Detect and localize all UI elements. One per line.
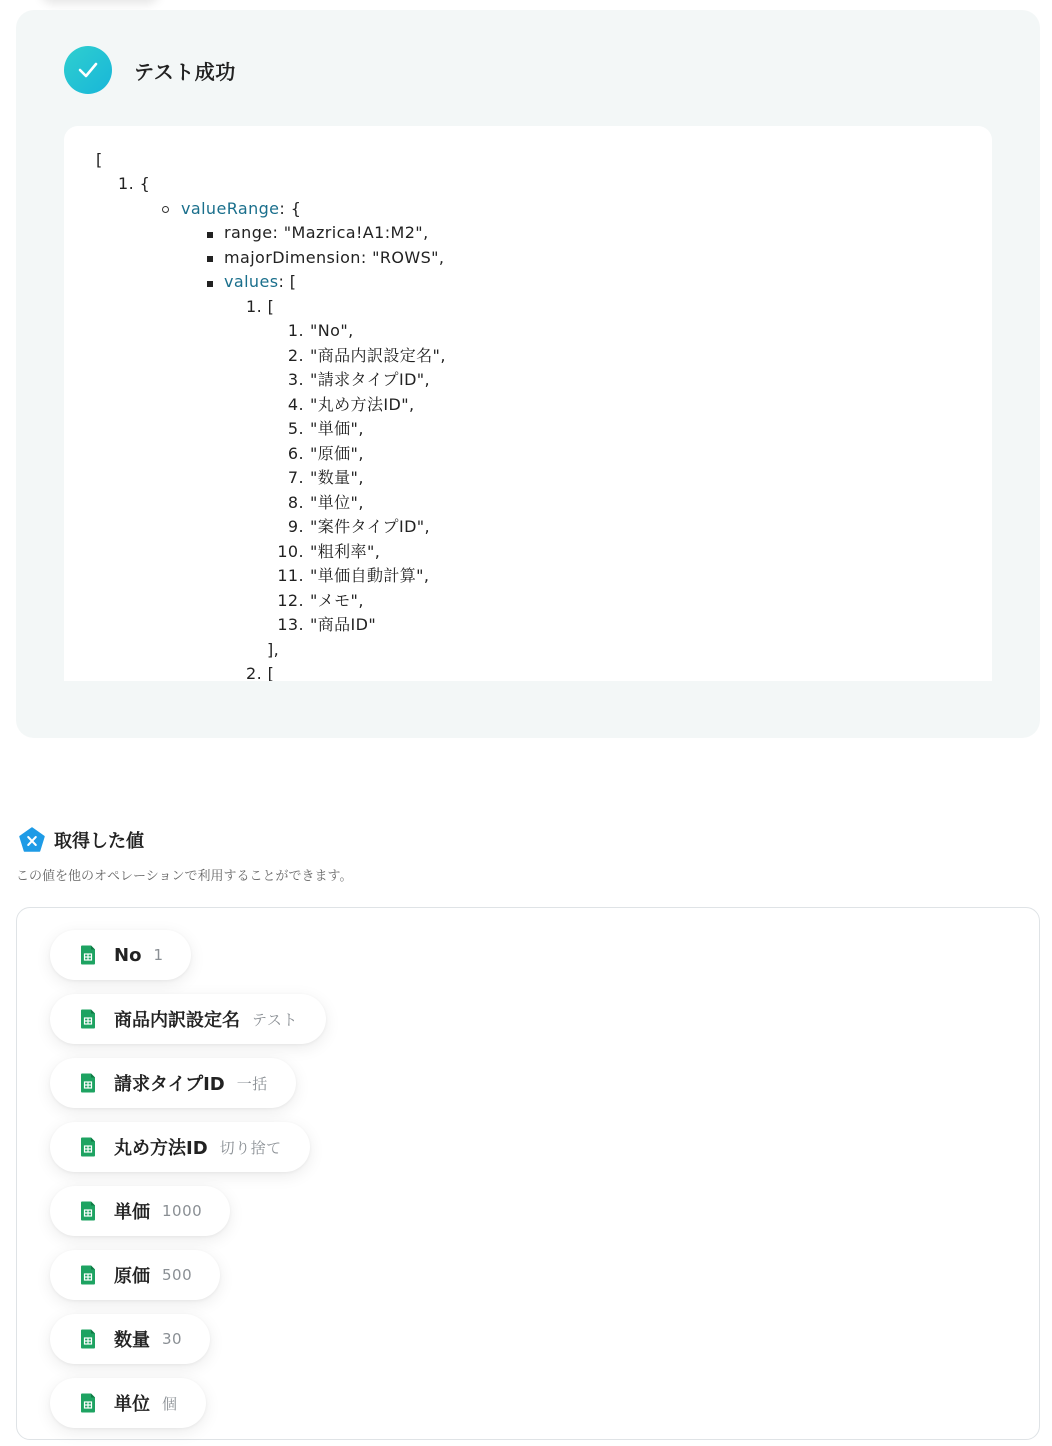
json-array-item [272, 540, 380, 564]
json-array-item [272, 344, 446, 368]
google-sheets-icon [80, 1393, 96, 1413]
json-brace: { [139, 174, 151, 193]
google-sheets-icon [80, 1201, 96, 1221]
json-major-dimension-line: majorDimension: "ROWS", [224, 248, 445, 267]
json-range-line: range: "Mazrica!A1:M2", [224, 223, 429, 242]
json-array-item [272, 417, 364, 441]
json-array-item [272, 442, 364, 466]
google-sheets-icon [80, 1265, 96, 1285]
json-array-item [272, 589, 364, 613]
json-brace: : { [279, 199, 302, 218]
json-string-value: "単価自動計算", [310, 566, 430, 585]
json-string-value: "No", [310, 321, 354, 340]
json-value-range [181, 197, 301, 221]
list-marker: 2. [246, 664, 263, 681]
json-string-value: "単価", [310, 419, 364, 438]
google-sheets-icon [80, 1137, 96, 1157]
retrieved-values-title: 取得した値 [54, 831, 144, 852]
value-chip-value: 30 [162, 1330, 183, 1348]
json-bracket: : [ [278, 272, 297, 291]
json-string-value: "商品ID" [310, 615, 377, 634]
retrieved-values-list [16, 907, 1040, 1440]
list-marker: 13. [277, 615, 304, 634]
json-open-bracket: [ [96, 150, 103, 169]
list-marker: 8. [287, 492, 304, 512]
json-string-value: "単位", [310, 492, 364, 512]
list-marker: 10. [277, 541, 304, 561]
google-sheets-icon [80, 945, 96, 965]
google-sheets-icon [80, 1009, 96, 1029]
value-chip[interactable] [50, 994, 326, 1044]
value-chip-value: 1 [153, 946, 164, 964]
bullet-circle-icon [162, 206, 169, 213]
json-row-1-close: ], [267, 640, 280, 659]
value-chip[interactable] [50, 1378, 206, 1428]
value-chip[interactable] [50, 1122, 310, 1172]
value-chip-value: 1000 [162, 1202, 203, 1220]
json-key-values: values [224, 272, 279, 291]
json-row-2 [246, 662, 274, 681]
json-values-line [224, 270, 296, 294]
list-marker: 9. [287, 517, 304, 536]
value-chip-value: 個 [162, 1394, 178, 1413]
json-array-item [272, 613, 376, 637]
json-array-item [272, 491, 364, 515]
json-string-value: "メモ", [310, 590, 364, 610]
json-array-item [272, 564, 429, 588]
json-string-value: "丸め方法ID", [310, 394, 415, 414]
list-marker: 2. [287, 345, 304, 365]
json-string-value: "数量", [310, 468, 364, 487]
list-marker: 11. [277, 566, 304, 585]
list-marker: 4. [287, 394, 304, 414]
value-chip-value: テスト [252, 1010, 298, 1029]
value-chip[interactable] [50, 1186, 230, 1236]
json-array-item [272, 466, 364, 490]
google-sheets-icon [80, 1073, 96, 1093]
list-marker: 1. [246, 297, 263, 316]
retrieved-values-description: この値を他のオペレーションで利用することができます。 [16, 869, 353, 884]
value-chip[interactable] [50, 1314, 210, 1364]
json-array-item [272, 515, 430, 539]
json-string-value: "案件タイプID", [310, 517, 431, 536]
value-chip-value: 一括 [236, 1074, 268, 1093]
json-output-box[interactable] [64, 126, 992, 681]
json-array-item [272, 393, 414, 417]
value-chip-value: 切り捨て [219, 1138, 282, 1157]
json-key-valuerange: valueRange [181, 199, 280, 218]
list-marker: 1. [118, 174, 135, 193]
value-chip-label: 数量 [114, 1330, 150, 1351]
list-marker: 7. [287, 468, 304, 487]
json-row-1 [246, 295, 274, 319]
json-string-value: "請求タイプID", [310, 370, 431, 389]
value-chip[interactable] [50, 930, 191, 980]
variable-pentagon-icon [18, 826, 46, 854]
value-chip-label: 請求タイプID [114, 1074, 225, 1095]
value-chip-label: 単価 [114, 1202, 150, 1223]
list-marker: 12. [277, 590, 304, 610]
json-string-value: "原価", [310, 443, 364, 463]
value-chip-label: 丸め方法ID [114, 1138, 208, 1159]
json-string-value: "粗利率", [310, 541, 381, 561]
json-array-item [272, 319, 354, 343]
value-chip-label: 原価 [114, 1266, 150, 1287]
value-chip-label: 商品内訳設定名 [114, 1010, 240, 1031]
json-item-1 [118, 172, 150, 196]
bullet-square-icon [207, 256, 213, 262]
value-chip[interactable] [50, 1058, 296, 1108]
json-bracket: [ [267, 664, 275, 681]
json-bracket: [ [267, 297, 275, 316]
google-sheets-icon [80, 1329, 96, 1349]
test-success-title: テスト成功 [134, 60, 236, 84]
success-check-icon [64, 46, 112, 94]
value-chip-label: No [114, 944, 142, 966]
list-marker: 6. [287, 443, 304, 463]
json-string-value: "商品内訳設定名", [310, 345, 446, 365]
bullet-square-icon [207, 281, 213, 287]
value-chip-value: 500 [162, 1266, 193, 1284]
json-array-item [272, 368, 430, 392]
list-marker: 5. [287, 419, 304, 438]
value-chip-label: 単位 [114, 1394, 150, 1415]
test-result-panel [16, 10, 1040, 738]
value-chip[interactable] [50, 1250, 220, 1300]
list-marker: 1. [287, 321, 304, 340]
bullet-square-icon [207, 232, 213, 238]
list-marker: 3. [287, 370, 304, 389]
